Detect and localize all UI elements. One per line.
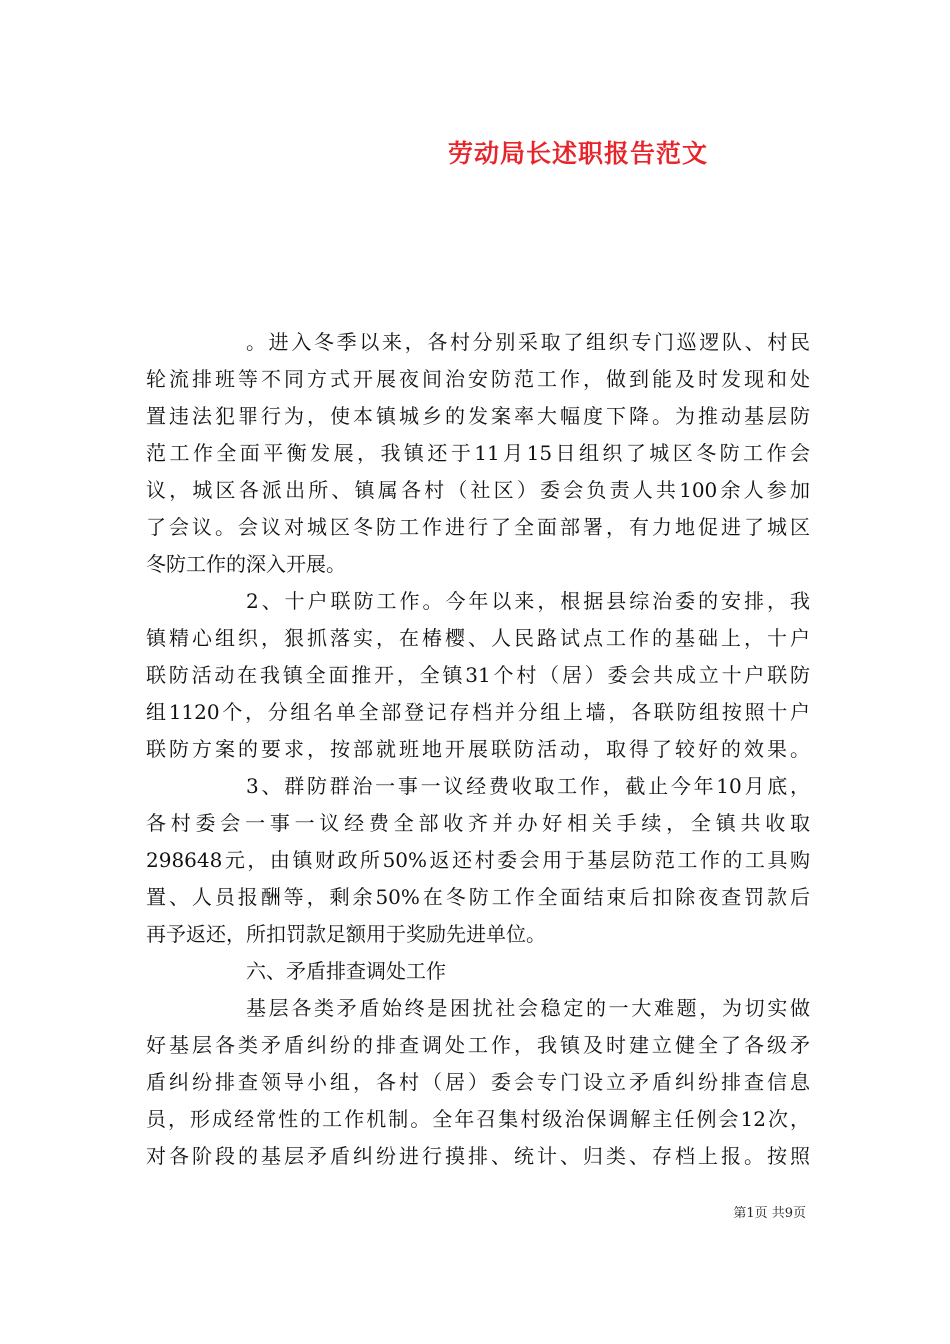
text-line: 。进入冬季以来，各村分别采取了组织专门巡逻队、村民 (246, 330, 810, 354)
text-line: 了会议。会议对城区冬防工作进行了全面部署，有力地促进了城区 (146, 515, 810, 539)
text-line: 置、人员报酬等，剩余50%在冬防工作全面结束后扣除夜查罚款后 (146, 885, 810, 909)
text-line: 再予返还，所扣罚款足额用于奖励先进单位。 (146, 922, 546, 946)
text-line: 范工作全面平衡发展，我镇还于11月15日组织了城区冬防工作会 (146, 441, 810, 465)
text-line: 冬防工作的深入开展。 (146, 552, 346, 576)
text-line: 镇精心组织，狠抓落实，在椿樱、人民路试点工作的基础上，十户 (146, 626, 810, 650)
text-line: 基层各类矛盾始终是困扰社会稳定的一大难题，为切实做 (246, 996, 810, 1020)
document-body (146, 324, 810, 1175)
text-line: 2、十户联防工作。今年以来，根据县综治委的安排，我 (246, 589, 810, 613)
text-line: 联防方案的要求，按部就班地开展联防活动，取得了较好的效果。 (146, 737, 810, 761)
text-line: 各村委会一事一议经费全部收齐并办好相关手续，全镇共收取 (146, 811, 810, 835)
text-line: 298648元，由镇财政所50%返还村委会用于基层防范工作的工具购 (146, 848, 810, 872)
text-line: 轮流排班等不同方式开展夜间治安防范工作，做到能及时发现和处 (146, 367, 810, 391)
text-line: 对各阶段的基层矛盾纠纷进行摸排、统计、归类、存档上报。按照 (146, 1144, 810, 1168)
text-line: 置违法犯罪行为，使本镇城乡的发案率大幅度下降。为推动基层防 (146, 404, 810, 428)
page-number: 第1页 共9页 (733, 1206, 806, 1221)
text-line: 员，形成经常性的工作机制。全年召集村级治保调解主任例会12次， (146, 1107, 810, 1131)
page-title: 劳动局长述职报告范文 (448, 139, 709, 168)
text-line: 盾纠纷排查领导小组，各村（居）委会专门设立矛盾纠纷排查信息 (146, 1070, 810, 1094)
section-heading: 六、矛盾排查调处工作 (246, 959, 446, 983)
text-line: 3、群防群治一事一议经费收取工作，截止今年10月底， (246, 774, 810, 798)
text-line: 联防活动在我镇全面推开，全镇31个村（居）委会共成立十户联防 (146, 663, 810, 687)
text-line: 议，城区各派出所、镇属各村（社区）委会负责人共100余人参加 (146, 478, 810, 502)
text-line: 组1120个，分组名单全部登记存档并分组上墙，各联防组按照十户 (146, 700, 810, 724)
text-line: 好基层各类矛盾纠纷的排查调处工作，我镇及时建立健全了各级矛 (146, 1033, 810, 1057)
